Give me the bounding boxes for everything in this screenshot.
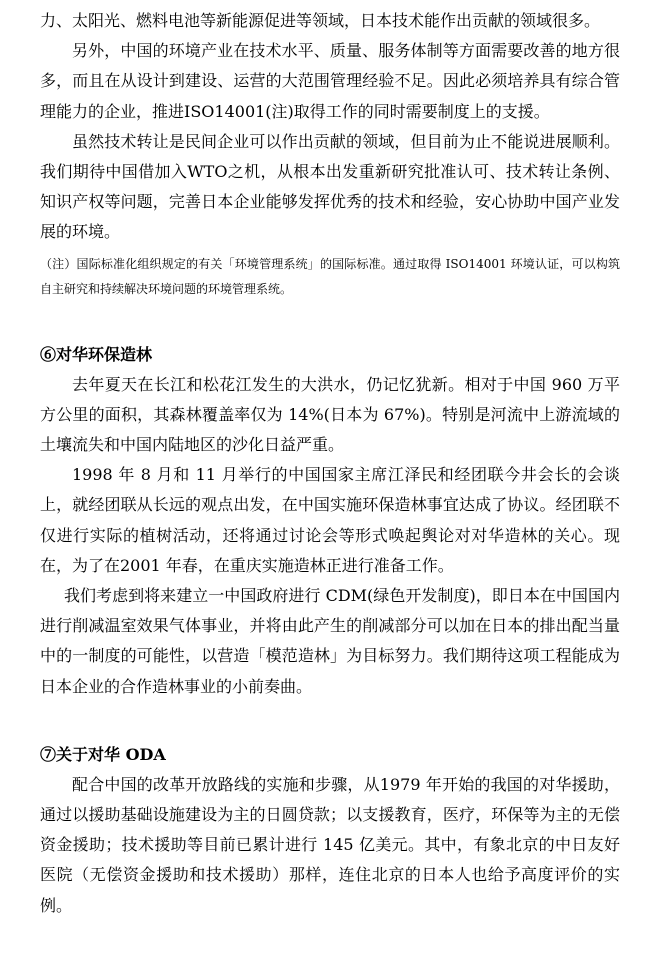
spacer (40, 302, 620, 340)
paragraph-flood: 去年夏天在长江和松花江发生的大洪水，仍记忆犹新。相对于中国 960 万平方公里的面积，其森林覆盖率仅为 14%(日本为 67%)。特别是河流中上游流域的土壤流失和中国内陆地区的沙化日益严重。 (40, 374, 620, 455)
section-oda (40, 740, 620, 921)
section-heading-oda: ⑦关于对华 ODA (40, 744, 166, 764)
paragraph-environment-industry: 另外，中国的环境产业在技术水平、质量、服务体制等方面需要改善的地方很多，而且在从设计到建设、运营的大范围管理经验不足。因此必须培养具有综合管理能力的企业，推进ISO14001(注)取得工作的同时需要制度上的支援。 (40, 41, 620, 121)
footnote-iso14001: （注）国际标准化组织规定的有关「环境管理系统」的国际标准。通过取得 ISO14001 环境认证，可以构筑自主研究和持续解决环境问题的环境管理系统。 (40, 256, 620, 296)
paragraph-new-energy: 力、太阳光、燃料电池等新能源促进等领域，日本技术能作出贡献的领域很多。 (40, 11, 601, 30)
paragraph-oda-history: 配合中国的改革开放路线的实施和步骤，从1979 年开始的我国的对华援助，通过以援助基础设施建设为主的日圆贷款；以支援教育，医疗，环保等为主的无偿资金援助；技术援助等目前已累计进行 145 亿美元。其中，有象北京的中日友好医院（无偿资金援助和技术援助）那样，连住北京的日本人也给予高度评价的实例。 (40, 774, 620, 915)
paragraph-1998-meeting: 1998 年 8 月和 11 月举行的中国国家主席江泽民和经团联今井会长的会谈上，就经团联从长远的观点出发，在中国实施环保造林事宜达成了协议。经团联不仅进行实际的植树活动，还将通过讨论会等形式唤起舆论对对华造林的关心。现在，为了在2001 年春，在重庆实施造林正进行准备工作。 (40, 465, 620, 575)
spacer (40, 702, 620, 740)
paragraph-technology-transfer: 虽然技术转让是民间企业可以作出贡献的领域，但目前为止不能说进展顺利。我们期待中国借加入WTO之机，从根本出发重新研究批准认可、技术转让条例、知识产权等问题，完善日本企业能够发挥优秀的技术和经验，安心协助中国产业发展的环境。 (40, 131, 620, 242)
section-afforestation (40, 340, 620, 702)
section-heading-afforestation: ⑥对华环保造林 (40, 344, 153, 364)
paragraph-cdm: 我们考虑到将来建立一中国政府进行 CDM(绿色开发制度)，即日本在中国国内进行削减温室效果气体事业，并将由此产生的削减部分可以加在日本的排出配当量中的一制度的可能性，以营造「模范造林」为目标努力。我们期待这项工程能成为日本企业的合作造林事业的小前奏曲。 (40, 586, 620, 696)
